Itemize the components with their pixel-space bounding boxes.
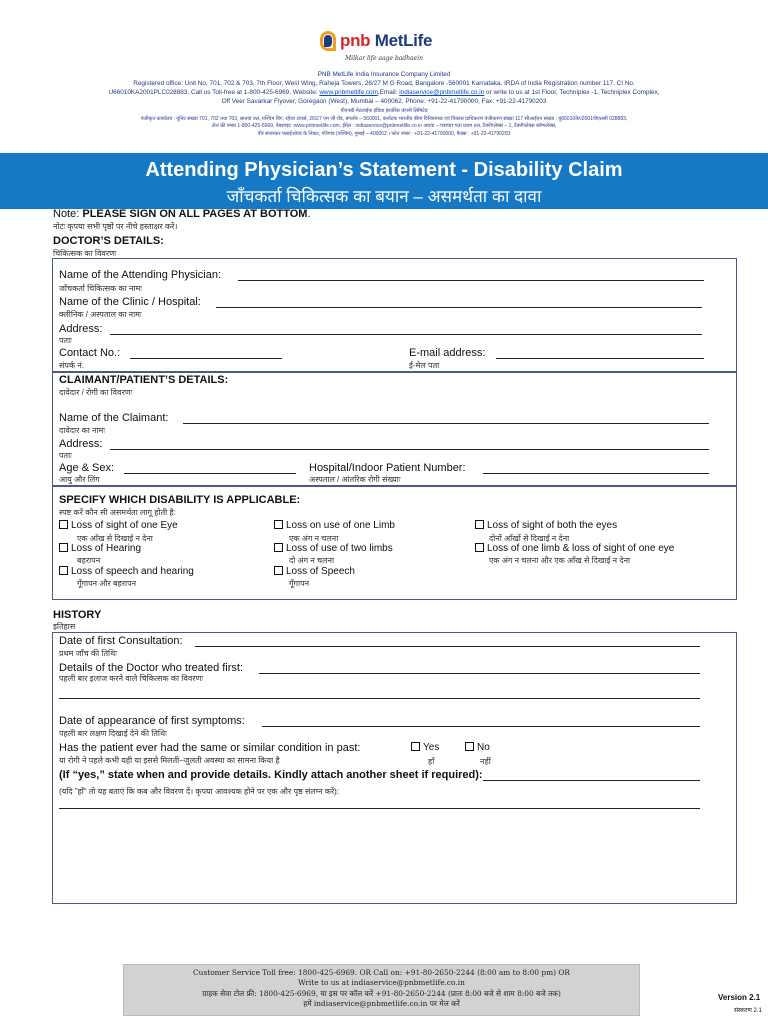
symptoms-label-hindi: पहली बार लक्षण दिखाई देने की तिथिः [59,729,167,738]
checkbox-icon[interactable] [465,742,474,751]
footer-line-2: Write to us at indiaservice@pnbmetlife.co.in [298,978,465,988]
option-use-one-limb[interactable]: Loss on use of one Limb [274,520,395,531]
clinic-label-hindi: क्लीनिक / अस्पताल का नामः [59,310,142,319]
hindi-line-3: टोल फ्री नम्बर 1-800-425-6969, वेबसाइट :www.pnbmetlife.com, ईमेल : indiaservice@pnbmetlife.co.in अथवा – पत्राचार पता प्रथम तल, टैक्नीप्लेक्स – 1, टैक्नीप्लेक्स कॉम्पलेक्स, [211,123,557,129]
contact-label: Contact No.: [59,347,121,359]
if-yes-field-line-2[interactable] [59,808,700,809]
history-heading: HISTORY [53,609,102,621]
checkbox-icon[interactable] [411,742,420,751]
similar-condition-label: Has the patient ever had the same or similar condition in past: [59,742,361,754]
option-two-limbs[interactable]: Loss of use of two limbs [274,543,393,554]
clinic-field[interactable] [216,307,702,308]
hospital-number-label: Hospital/Indoor Patient Number: [309,462,466,474]
website-link[interactable]: www.pnbmetlife.com [319,89,378,96]
age-sex-field[interactable] [124,473,296,474]
claimant-section-heading-hindi: दावेदार / रोगी का विवरणः [59,388,133,397]
checkbox-icon[interactable] [274,520,283,529]
footer-line-3: ग्राहक सेवा टोल फ्री: 1800-425-6969, या इस पर कॉल करें +91-80-2650-2244 (प्रातः 8:00 बजे से शाम 8:00 बजे तक) [202,988,561,998]
tagline: Milkar life aage badhaein [345,55,423,62]
checkbox-icon[interactable] [475,543,484,552]
option-sight-both-eyes[interactable]: Loss of sight of both the eyes [475,520,617,531]
reg-line-1: Registered office: Unit No. 701, 702 & 703, 7th Floor, West Wing, Raheja Towers, 26/27 M G Road, Bangalore -560001 Karnataka. IRDA of India Registration number 117. CI No. [133,80,635,87]
physician-label-hindi: जाँचकर्ता चिकित्सक का नामः [59,284,142,293]
option-use-one-limb-hindi: एक अंग न चलना [289,534,339,543]
first-consultation-label: Date of first Consultation: [59,635,183,647]
hospital-number-label-hindi: अस्पताल / आंतरिक रोगी संख्याः [309,475,401,484]
checkbox-icon[interactable] [59,566,68,575]
registered-office-hindi [30,108,738,138]
checkbox-icon[interactable] [274,566,283,575]
checkbox-icon[interactable] [274,543,283,552]
registered-office-block [30,70,738,106]
physician-field[interactable] [238,280,704,281]
disability-heading: SPECIFY WHICH DISABILITY IS APPLICABLE: [59,494,301,506]
age-sex-label: Age & Sex: [59,462,115,474]
history-heading-hindi: इतिहास [53,622,76,631]
claimant-name-label-hindi: दावेदार का नामः [59,426,105,435]
similar-yes-hindi: हाँ [428,757,435,766]
hindi-line-1: पीएनबी मेटलाईफ इंडिया इंश्योरेंस कंपनी लिमिटेड [340,108,428,114]
similar-no-hindi: नहीं [480,757,491,766]
contact-label-hindi: संपर्क नं. [59,361,84,370]
option-sight-both-eyes-hindi: दोनों आँखों से दिखाई न देना [489,534,570,543]
claimant-address-label-hindi: पताः [59,451,72,460]
page-title: Attending Physician’s Statement - Disability Claim [145,159,623,181]
if-yes-label-hindi: (यदि ”हाँ“ तो यह बताएं कि कब और विवरण दें। कृपया आवश्यक होने पर एक और पृष्ठ संलग्न करें): [59,787,339,796]
similar-condition-label-hindi: या रोगी ने पहले कभी यही या इससे मिलती–जुलती अवस्था का सामना किया है [59,756,280,765]
reg-line-3: Off Veer Savarkar Flyover, Goregaon (West), Mumbai – 400062. Phone: +91-22-41790000, Fax: +91-22-41790203 [221,98,547,105]
claimant-name-field[interactable] [183,423,709,424]
symptoms-label: Date of appearance of first symptoms: [59,715,245,727]
page-title-hindi: जाँचकर्ता चिकित्सक का बयान – असमर्थता का दावा [226,187,542,206]
version-label: Version 2.1 [718,993,761,1002]
email-label: E-mail address: [409,347,486,359]
sign-note: Note: PLEASE SIGN ON ALL PAGES AT BOTTOM. [53,208,311,220]
option-limb-and-eye-hindi: एक अंग न चलना और एक आँख से दिखाई न देना [489,556,631,565]
email-link[interactable]: indiaservice@pnbmetlife.co.in [399,89,485,96]
option-speech-hearing[interactable]: Loss of speech and hearing [59,566,194,577]
if-yes-label: (If “yes,” state when and provide details. Kindly attach another sheet if required): [59,769,483,781]
option-speech[interactable]: Loss of Speech [274,566,355,577]
first-consultation-label-hindi: प्रथम जाँच की तिथिः [59,649,117,658]
option-sight-one-eye[interactable]: Loss of sight of one Eye [59,520,178,531]
option-speech-hearing-hindi: गूँगापन और बहरापन [77,579,137,588]
symptoms-field[interactable] [262,726,700,727]
option-hearing-hindi: बहरापन [77,556,101,565]
contact-field[interactable] [130,358,282,359]
email-label-hindi: ई-मेल पता [409,361,440,370]
claimant-address-field[interactable] [110,449,709,450]
similar-yes-option[interactable]: Yes [411,742,439,753]
claimant-section-heading: CLAIMANT/PATIENT’S DETAILS: [59,374,229,386]
sign-note-hindi: नोटः कृपया सभी पृष्ठों पर नीचे हस्ताक्षर करें। [53,222,178,231]
doctor-first-field[interactable] [259,673,700,674]
checkbox-icon[interactable] [59,543,68,552]
email-field[interactable] [496,358,704,359]
physician-label: Name of the Attending Physician: [59,269,222,281]
clinic-label: Name of the Clinic / Hospital: [59,296,201,308]
disability-heading-hindi: स्पष्ट करें कौन सी असमर्थता लागू होती है: [59,508,176,517]
doctor-section-heading: DOCTOR’S DETAILS: [53,235,164,247]
version-label-hindi: संस्करण 2.1 [734,1008,762,1014]
company-name: PNB MetLife India Insurance Company Limited [317,71,451,78]
footer-line-1: Customer Service Toll free: 1800-425-6969. OR Call on: +91-80-2650-2244 (8:00 am to 8:00 pm) OR [193,968,570,977]
hindi-line-4: वीर सावरकर फ्लाईओवर के निकट, गोरेगांव (पश्चिम), मुम्बई – 400062 । फोन नम्बर : +91-22-41790000, फैक्स : +91-22-41790203 [257,130,511,137]
first-consultation-field[interactable] [195,646,700,647]
footer-line-4: हमें indiaservice@pnbmetlife.co.in पर मेल करें [303,999,460,1009]
checkbox-icon[interactable] [59,520,68,529]
doctor-section-heading-hindi: चिकित्सक का विवरणः [53,249,117,258]
doctor-first-field-line-2[interactable] [59,698,700,699]
hospital-number-field[interactable] [483,473,709,474]
customer-service-footer [123,964,640,1016]
pnb-metlife-logo [320,30,432,52]
claimant-address-label: Address: [59,438,103,450]
hindi-line-2: पंजीकृत कार्यालय : यूनिट संख्या 701, 702 तथा 703, सातवां तल, पश्चिम विंग, रहेजा टावर्स, 26/27 एम जी रोड, बंगलोर – 560001, कर्नाटक भारतीय बीमा विनियामक एवं विकास प्राधिकरण पंजीकरण संख्या 117 सीआईएन संख्या : यू66010केए2001पीएलसी 028883, [140,115,628,122]
reg-line-2: U66010KA2001PLC028883, Call us Toll-free at 1-800-425-6969, Website: www.pnbmetlife.com,Email: indiaservice@pnbmetlife.co.in or write to us at 1st Floor, Techniplex -1, Techniplex Complex, [108,89,660,96]
logo-text: pnb MetLife [340,31,433,50]
doctor-address-label-hindi: पताः [59,336,72,345]
option-sight-one-eye-hindi: एक आँख से दिखाई न देना [77,534,153,543]
option-speech-hindi: गूँगापन [289,579,310,588]
doctor-address-label: Address: [59,323,103,335]
age-sex-label-hindi: आयु और लिंग [59,475,100,484]
option-two-limbs-hindi: दो अंग न चलना [289,556,335,565]
option-limb-and-eye[interactable]: Loss of one limb & loss of sight of one eye [475,543,674,554]
checkbox-icon[interactable] [475,520,484,529]
claimant-name-label: Name of the Claimant: [59,412,169,424]
doctor-first-label: Details of the Doctor who treated first: [59,662,244,674]
title-banner [0,153,768,209]
metlife-logo-icon [320,31,336,51]
doctor-first-label-hindi: पहली बार इलाज करने वाले चिकित्सक का विवरणः [59,674,203,683]
similar-no-option[interactable]: No [465,742,490,753]
doctor-address-field[interactable] [110,334,702,335]
if-yes-field[interactable] [483,780,700,781]
option-hearing[interactable]: Loss of Hearing [59,543,141,554]
